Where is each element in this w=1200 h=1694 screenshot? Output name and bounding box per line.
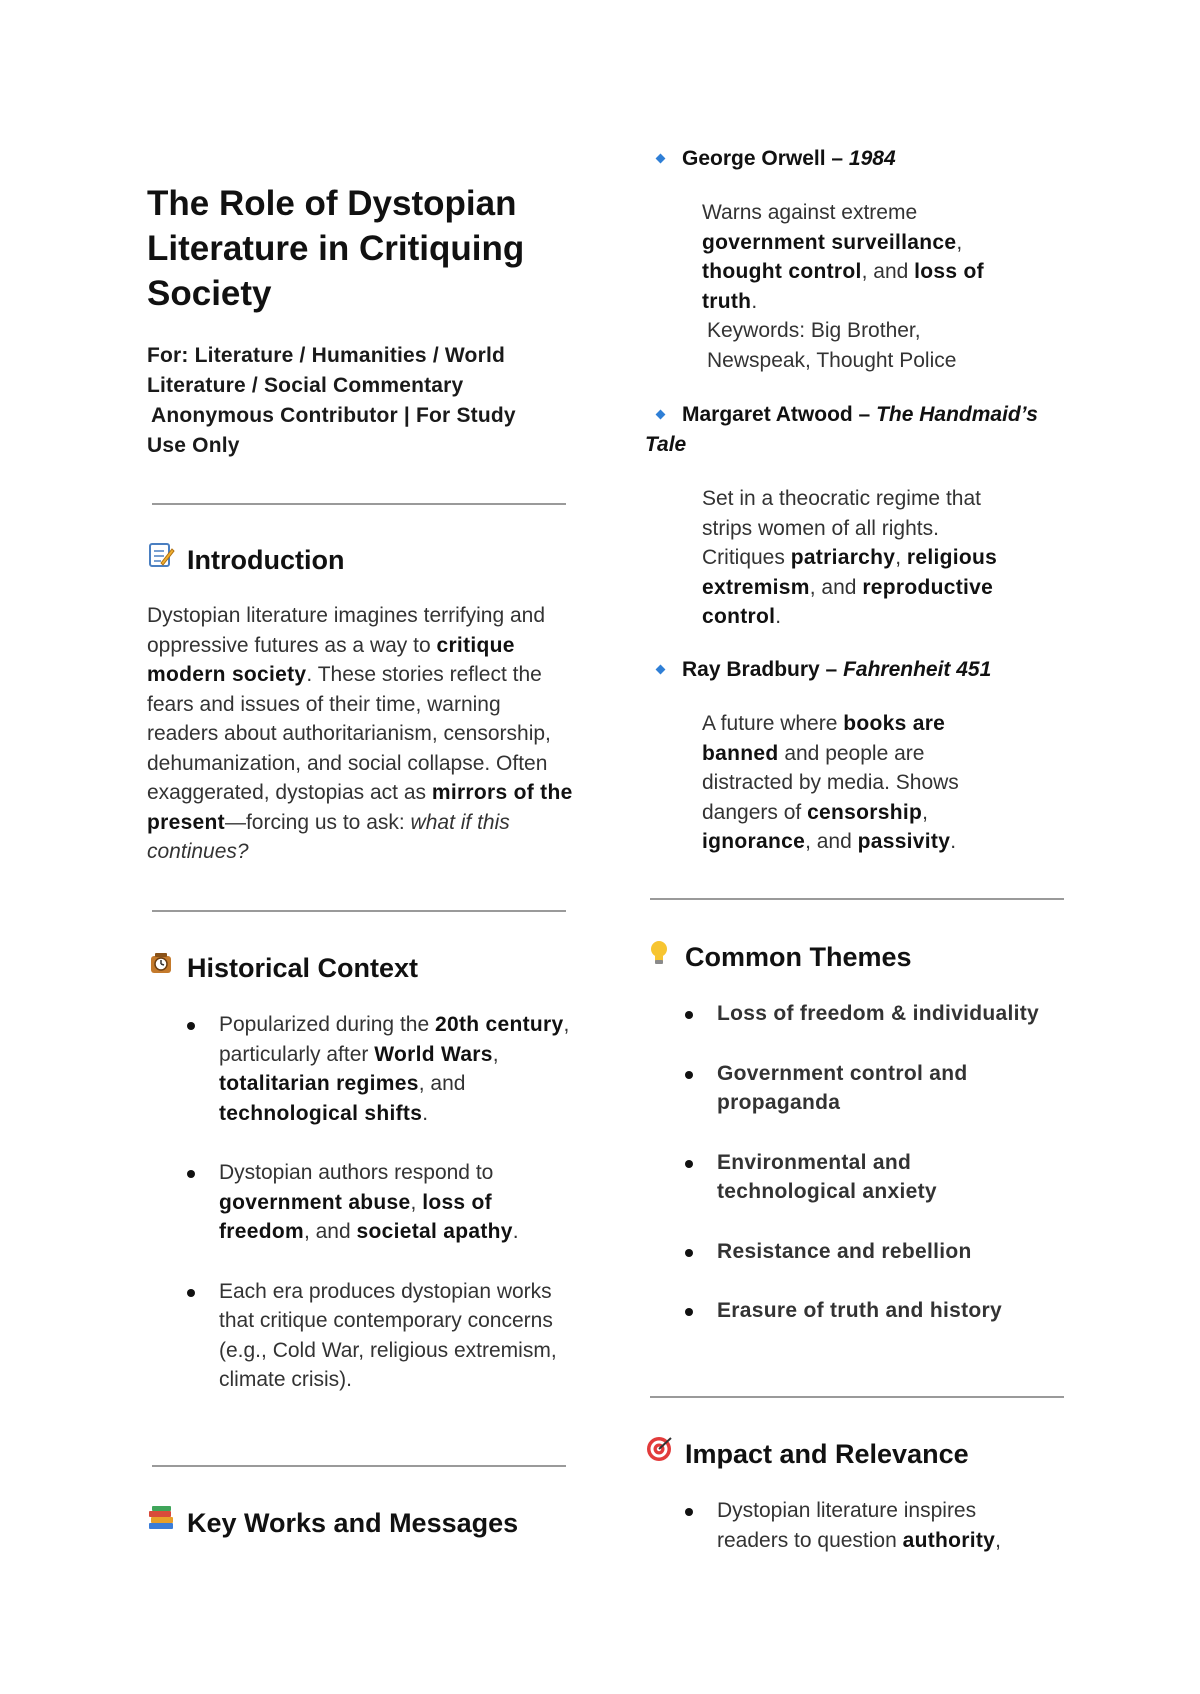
author-name: George Orwell – [682, 147, 849, 170]
meta-line: Anonymous Contributor | For Study [151, 404, 516, 427]
text-run: —forcing us to ask: [224, 810, 411, 834]
book-title: The Handmaid’s Tale [645, 403, 1038, 456]
bullet-dot [685, 1011, 693, 1019]
text-run: Dystopian literature inspires readers to question [717, 1499, 977, 1552]
work-description-atwood [702, 484, 1012, 632]
bullet-dot [685, 1508, 693, 1516]
text-run: Each era produces dystopian works that critique contemporary concerns (e.g., Cold War, religious extremism, climate crisis). [219, 1279, 557, 1391]
list-item [147, 1010, 587, 1128]
section-heading-introduction [147, 541, 344, 577]
bold-text: religious extremism [702, 546, 998, 599]
author-name: Margaret Atwood – [682, 403, 877, 426]
intro-paragraph [147, 601, 577, 867]
text-run: Dystopian literature imagines terrifying and oppressive futures as a way to [147, 604, 546, 657]
bold-text: authority [902, 1528, 996, 1552]
theme-text: Resistance and rebellion [717, 1239, 972, 1263]
text-run: , [995, 1528, 1002, 1552]
section-divider [152, 1465, 566, 1467]
bold-text: government surveillance [702, 230, 957, 254]
section-divider [152, 910, 566, 912]
bold-text: patriarchy [790, 546, 896, 569]
section-heading-historical-context [147, 949, 418, 985]
bullet-dot [187, 1289, 195, 1297]
text-run: , particularly after [219, 1013, 570, 1066]
document-title [147, 181, 587, 316]
list-item [645, 1059, 1085, 1118]
text-run: , [922, 800, 928, 824]
themes-bullet-list [645, 999, 1085, 1326]
title-line: Literature in Critiquing [147, 229, 525, 268]
bold-text: government abuse [219, 1190, 411, 1214]
theme-text: Erasure of truth and history [717, 1299, 1002, 1322]
bullet-dot [187, 1170, 195, 1178]
bullet-dot [685, 1160, 693, 1168]
section-divider [650, 898, 1064, 900]
meta-line: Literature / Social Commentary [147, 374, 464, 397]
section-heading-text: Introduction [187, 545, 345, 575]
theme-text: Loss of freedom & individuality [717, 1002, 1040, 1025]
lightbulb-icon [645, 938, 677, 974]
target-icon [645, 1435, 677, 1471]
text-run: . [422, 1101, 429, 1125]
bold-text: technological shifts [219, 1101, 423, 1125]
theme-text: Government control and propaganda [717, 1061, 968, 1114]
book-title: 1984 [848, 147, 896, 170]
section-heading-key-works [147, 1504, 518, 1540]
list-item [147, 1277, 587, 1395]
list-item [645, 1496, 1025, 1555]
bold-text: ignorance [702, 830, 806, 853]
keywords-line: Keywords: Big Brother, Newspeak, Thought Police [707, 319, 957, 372]
text-run: , and [861, 260, 915, 283]
bold-text: societal apathy [356, 1220, 513, 1243]
text-run: Dystopian authors respond to [219, 1161, 494, 1184]
text-run: , [956, 230, 963, 254]
history-bullet-list [147, 1010, 587, 1395]
section-heading-text: Historical Context [187, 953, 419, 983]
bold-text: censorship [807, 800, 923, 824]
impact-bullet-list [645, 1496, 1025, 1555]
section-heading-impact [645, 1435, 969, 1471]
text-run: , [895, 546, 907, 569]
text-run: A future where [702, 712, 844, 735]
work-heading-atwood [645, 400, 1075, 459]
section-heading-text: Impact and Relevance [685, 1439, 969, 1469]
work-heading-orwell [645, 144, 896, 174]
theme-text: Environmental and technological anxiety [717, 1150, 937, 1203]
bold-text: loss of freedom [219, 1190, 492, 1243]
section-heading-common-themes [645, 938, 912, 974]
text-run: , [492, 1042, 499, 1066]
text-run: , [410, 1190, 423, 1214]
text-run: and people are distracted by media. Shows dangers of [702, 741, 959, 824]
list-item [147, 1158, 587, 1247]
diamond-bullet-icon [656, 410, 666, 420]
bullet-dot [187, 1022, 195, 1030]
work-description-orwell [702, 198, 1002, 375]
text-run: Popularized during the [219, 1013, 435, 1036]
clock-icon [147, 949, 179, 985]
list-item [645, 999, 1085, 1029]
text-run: . [950, 830, 957, 853]
meta-line: Use Only [147, 434, 240, 457]
section-heading-text: Key Works and Messages [187, 1508, 519, 1538]
bold-text: World Wars [374, 1042, 493, 1066]
memo-icon [147, 541, 179, 577]
diamond-bullet-icon [656, 665, 666, 675]
book-title: Fahrenheit 451 [843, 658, 992, 681]
bold-text: 20th century [434, 1013, 564, 1036]
text-run: , and [418, 1072, 466, 1095]
text-run: . These stories reflect the fears and issues of their time, warning readers about authoritarianism, censorship, dehumanization, and social collapse. Often exaggerated, dystopias act as [147, 663, 551, 804]
diamond-bullet-icon [656, 154, 666, 164]
text-run: Set in a theocratic regime that strips women of all rights. Critiques [702, 487, 981, 569]
bullet-dot [685, 1308, 693, 1316]
list-item [645, 1148, 1085, 1207]
list-item [645, 1296, 1085, 1326]
bold-text: totalitarian regimes [219, 1072, 419, 1095]
books-icon [147, 1504, 179, 1540]
meta-line: For: Literature / Humanities / World [147, 344, 506, 367]
bold-text: reproductive control [702, 575, 994, 628]
work-description-bradbury [702, 709, 1002, 857]
italic-text: what if this continues? [147, 810, 510, 863]
text-run: . [512, 1220, 519, 1243]
text-run: . [775, 605, 782, 628]
bold-text: thought control [702, 260, 862, 283]
text-run: . [751, 289, 758, 313]
list-item [645, 1237, 1085, 1267]
section-divider [650, 1396, 1064, 1398]
work-heading-bradbury [645, 655, 991, 685]
title-line: Society [147, 274, 272, 313]
bold-text: books are banned [702, 712, 946, 765]
section-divider [152, 503, 566, 505]
bullet-dot [685, 1071, 693, 1079]
bold-text: critique modern society [147, 633, 515, 686]
author-name: Ray Bradbury – [682, 658, 844, 681]
title-line: The Role of Dystopian [147, 184, 517, 223]
section-heading-text: Common Themes [685, 942, 912, 972]
text-run: , and [805, 830, 858, 853]
bold-text: loss of truth [702, 260, 984, 313]
bold-text: mirrors of the present [147, 781, 573, 834]
text-run: Warns against extreme [702, 201, 918, 224]
bold-text: passivity [857, 830, 951, 853]
document-meta [147, 341, 587, 461]
bullet-dot [685, 1249, 693, 1257]
text-run: , and [809, 575, 863, 599]
text-run: , and [303, 1220, 357, 1243]
